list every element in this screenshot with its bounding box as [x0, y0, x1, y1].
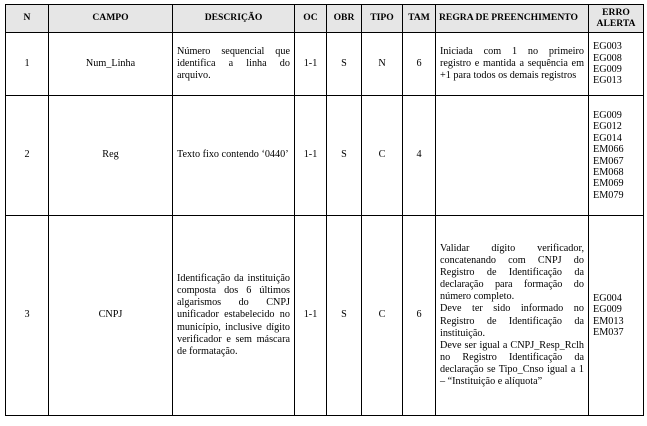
table-row	[6, 216, 644, 416]
row-n: 3	[6, 216, 49, 416]
header-erro-alerta	[589, 5, 644, 33]
row-alertas	[589, 96, 644, 216]
header-alerta: ALERTA	[596, 17, 636, 29]
row-campo: CNPJ	[49, 216, 173, 416]
row-tam: 4	[403, 96, 436, 216]
alert-code: EG009	[593, 109, 622, 121]
alert-code: EG009	[593, 304, 622, 316]
header-obr: OBR	[327, 5, 362, 33]
header-descricao: DESCRIÇÃO	[173, 5, 295, 33]
regra-paragraph: Iniciada com 1 no primeiro registro e mantida a sequência em +1 para todos os demais registros	[440, 45, 584, 82]
row-descricao: Número sequencial que identifica a linha do arquivo.	[173, 33, 295, 96]
row-oc: 1-1	[295, 33, 327, 96]
row-tipo: C	[362, 216, 403, 416]
row-tam: 6	[403, 33, 436, 96]
row-obr: S	[327, 33, 362, 96]
alert-code: EG012	[593, 121, 622, 133]
header-tam: TAM	[403, 5, 436, 33]
regra-paragraph: Deve ter sido informado no Registro de Identificação da instituição.	[440, 303, 584, 339]
header-tipo: TIPO	[362, 5, 403, 33]
row-regra	[436, 216, 589, 416]
row-oc: 1-1	[295, 216, 327, 416]
alert-code: EG004	[593, 292, 622, 304]
row-obr: S	[327, 96, 362, 216]
row-n: 2	[6, 96, 49, 216]
row-tipo: C	[362, 96, 403, 216]
table-row	[6, 33, 644, 96]
row-tipo: N	[362, 33, 403, 96]
row-alertas	[589, 33, 644, 96]
alert-code: EM013	[593, 315, 624, 327]
header-oc: OC	[295, 5, 327, 33]
row-regra	[436, 33, 589, 96]
alert-code: EG014	[593, 132, 622, 144]
alert-code: EG009	[593, 64, 622, 75]
alert-code: EM067	[593, 155, 624, 167]
alert-code: EM066	[593, 144, 624, 156]
alert-code: EM068	[593, 166, 624, 178]
row-oc: 1-1	[295, 96, 327, 216]
row-descricao: Identificação da instituição composta dos 6 últimos algarismos do CNPJ unificador estabelecido no município, inclusive dígito verificador e sem máscara de formatação.	[173, 216, 295, 416]
row-alertas	[589, 216, 644, 416]
header-row	[6, 5, 644, 33]
alert-code: EG013	[593, 75, 622, 87]
regra-paragraph: Deve ser igual a CNPJ_Resp_Rclh no Registro Identificação da declaração se Tipo_Cnso igual a 1 – “Instituição e alíquota”	[440, 339, 584, 387]
row-campo: Num_Linha	[49, 33, 173, 96]
alert-code: EM069	[593, 178, 624, 190]
regra-paragraph: Validar dígito verificador, concatenando com CNPJ do Registro de Identificação da declaração para formação do número completo.	[440, 243, 584, 303]
fields-table	[5, 4, 644, 416]
row-obr: S	[327, 216, 362, 416]
header-campo: CAMPO	[49, 5, 173, 33]
table-row	[6, 96, 644, 216]
row-n: 1	[6, 33, 49, 96]
row-campo: Reg	[49, 96, 173, 216]
header-n: N	[6, 5, 49, 33]
row-descricao: Texto fixo contendo ‘0440’	[173, 96, 295, 216]
alert-code: EG003	[593, 41, 622, 53]
header-erro: ERRO	[602, 6, 630, 18]
alert-code: EM079	[593, 189, 624, 201]
alert-code: EM037	[593, 326, 624, 338]
alert-code: EG008	[593, 52, 622, 64]
header-regra: REGRA DE PREENCHIMENTO	[436, 5, 589, 33]
row-regra	[436, 96, 589, 216]
row-tam: 6	[403, 216, 436, 416]
